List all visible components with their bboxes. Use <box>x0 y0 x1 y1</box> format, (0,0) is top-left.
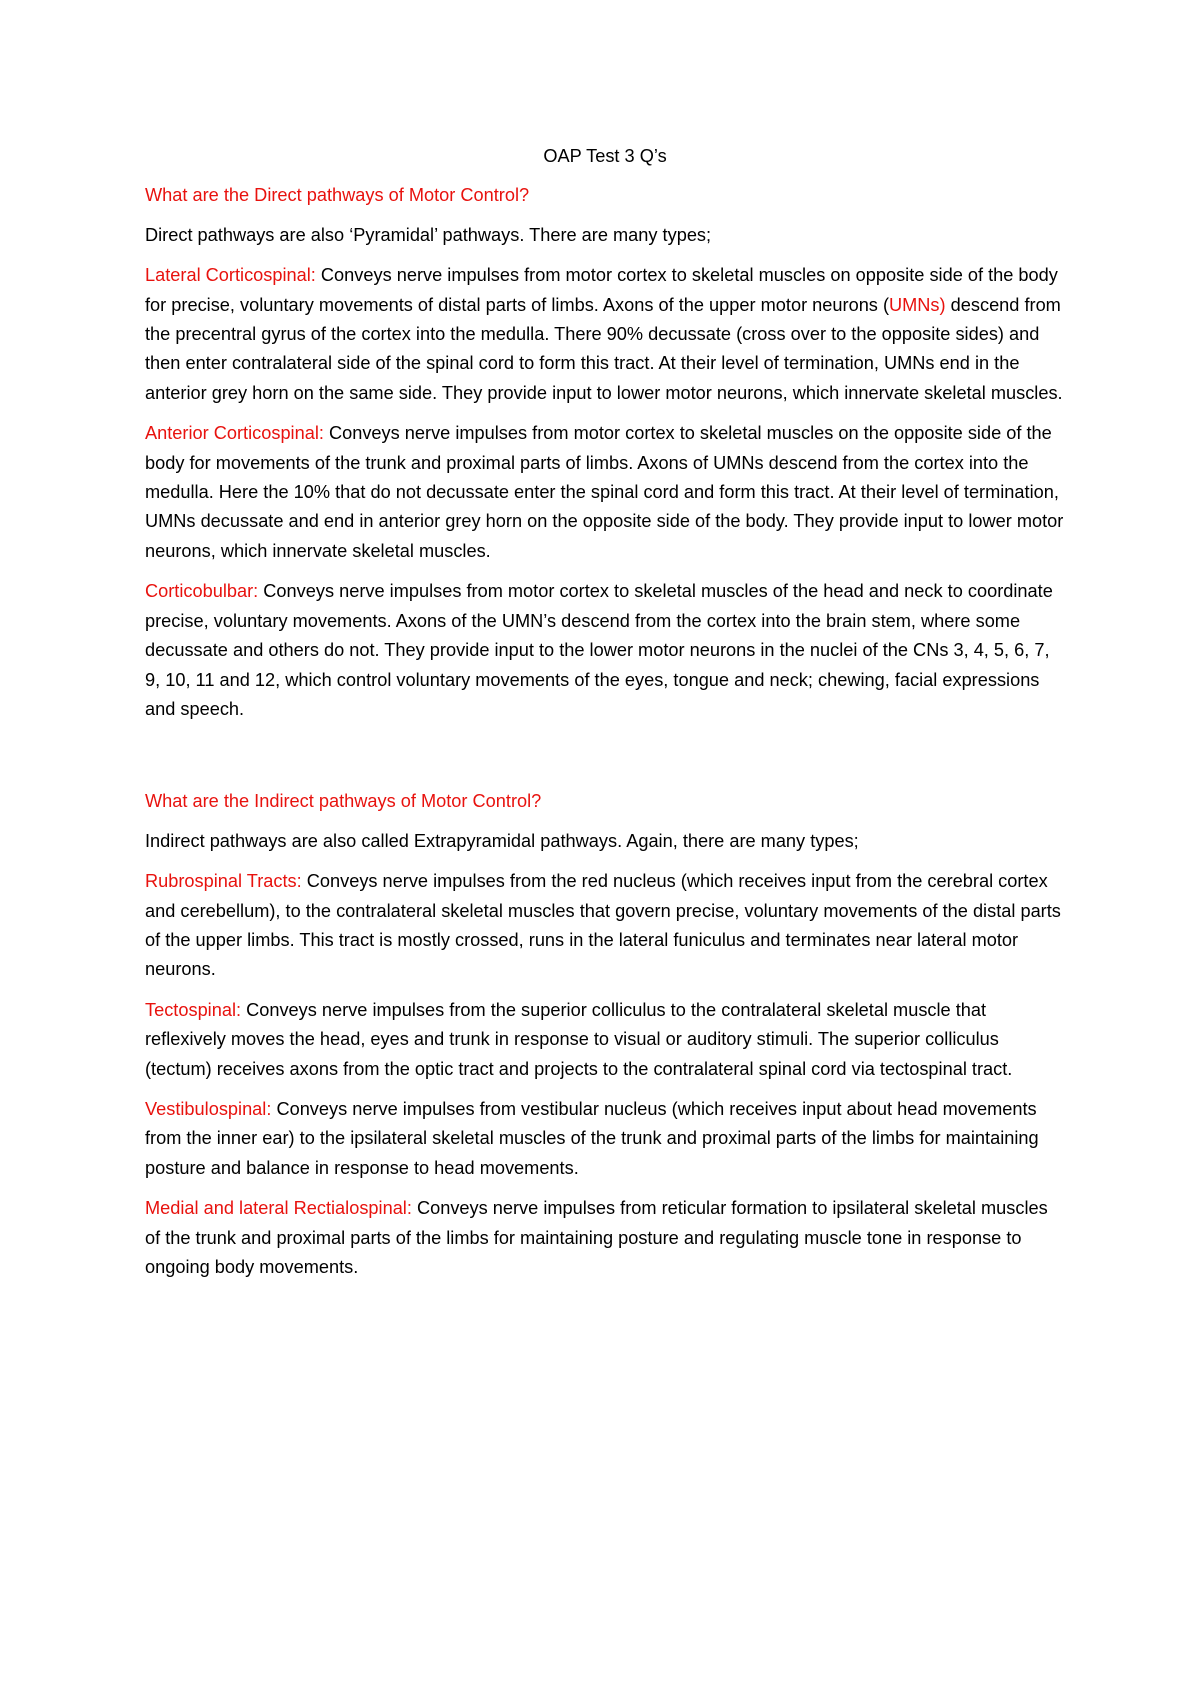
section-question: What are the Indirect pathways of Motor Control? <box>145 791 542 812</box>
section-intro: Indirect pathways are also called Extrapyramidal pathways. Again, there are many types; <box>145 830 859 851</box>
pathway-term: Rubrospinal Tracts: <box>145 871 302 892</box>
pathway-term: Anterior Corticospinal: <box>145 423 324 444</box>
pathway-inline-term: UMNs) <box>889 294 946 315</box>
pathway-description: Conveys nerve impulses from vestibular nucleus (which receives input about head movements from the inner ear) to the ipsilateral skeletal muscles of the trunk and proximal parts of the limbs for maintaining posture and balance in response to head movements. <box>145 1098 1039 1178</box>
section-indirect-pathways <box>145 787 1065 1282</box>
pathway-paragraph <box>145 867 1065 985</box>
pathway-term: Tectospinal: <box>145 999 242 1020</box>
pathway-paragraph <box>145 261 1065 408</box>
pathway-description: Conveys nerve impulses from motor cortex to skeletal muscles on the opposite side of the body for movements of the trunk and proximal parts of limbs. Axons of UMNs descend from the cortex into the medulla. Here the 10% that do not decussate enter the spinal cord and form this tract. At their level of termination, UMNs decussate and end in anterior grey horn on the opposite side of the body. They provide input to lower motor neurons, which innervate skeletal muscles. <box>145 423 1064 561</box>
pathway-description: Conveys nerve impulses from the superior colliculus to the contralateral skeletal muscle that reflexively moves the head, eyes and trunk in response to visual or auditory stimuli. The superior colliculus (tectum) receives axons from the optic tract and projects to the contralateral spinal cord via tectospinal tract. <box>145 999 1013 1079</box>
pathway-paragraph <box>145 996 1065 1084</box>
document-title: OAP Test 3 Q’s <box>543 146 667 166</box>
pathway-description: Conveys nerve impulses from the red nucleus (which receives input from the cerebral cortex and cerebellum), to the contralateral skeletal muscles that govern precise, voluntary movements of the distal parts of the upper limbs. This tract is mostly crossed, runs in the lateral funiculus and terminates near lateral motor neurons. <box>145 871 1061 980</box>
pathway-term: Corticobulbar: <box>145 581 259 602</box>
pathway-term: Lateral Corticospinal: <box>145 265 316 286</box>
pathway-description-continued: descend from the precentral gyrus of the cortex into the medulla. There 90% decussate (cross over to the opposite sides) and then enter contralateral side of the spinal cord to form this tract. At their level of termination, UMNs end in the anterior grey horn on the same side. They provide input to lower motor neurons, which innervate skeletal muscles. <box>145 294 1063 403</box>
pathway-paragraph <box>145 577 1065 724</box>
section-direct-pathways <box>145 181 1065 724</box>
pathway-term: Vestibulospinal: <box>145 1098 272 1119</box>
pathway-description: Conveys nerve impulses from motor cortex to skeletal muscles of the head and neck to coordinate precise, voluntary movements. Axons of the UMN’s descend from the cortex into the brain stem, where some decussate and others do not. They provide input to the lower motor neurons in the nuclei of the CNs 3, 4, 5, 6, 7, 9, 10, 11 and 12, which control voluntary movements of the eyes, tongue and neck; chewing, facial expressions and speech. <box>145 581 1053 719</box>
pathway-description: Conveys nerve impulses from reticular formation to ipsilateral skeletal muscles of the trunk and proximal parts of the limbs for maintaining posture and regulating muscle tone in response to ongoing body movements. <box>145 1198 1048 1277</box>
pathway-paragraph <box>145 1194 1065 1282</box>
pathway-description: Conveys nerve impulses from motor cortex to skeletal muscles on opposite side of the body for precise, voluntary movements of distal parts of limbs. Axons of the upper motor neurons ( <box>145 265 1058 315</box>
pathway-paragraph <box>145 1095 1065 1183</box>
section-spacer <box>145 735 1065 787</box>
section-intro: Direct pathways are also ‘Pyramidal’ pathways. There are many types; <box>145 224 712 245</box>
pathway-paragraph <box>145 419 1065 566</box>
section-question: What are the Direct pathways of Motor Control? <box>145 185 530 206</box>
document-page <box>145 142 1065 1293</box>
pathway-term: Medial and lateral Rectialospinal: <box>145 1198 412 1219</box>
